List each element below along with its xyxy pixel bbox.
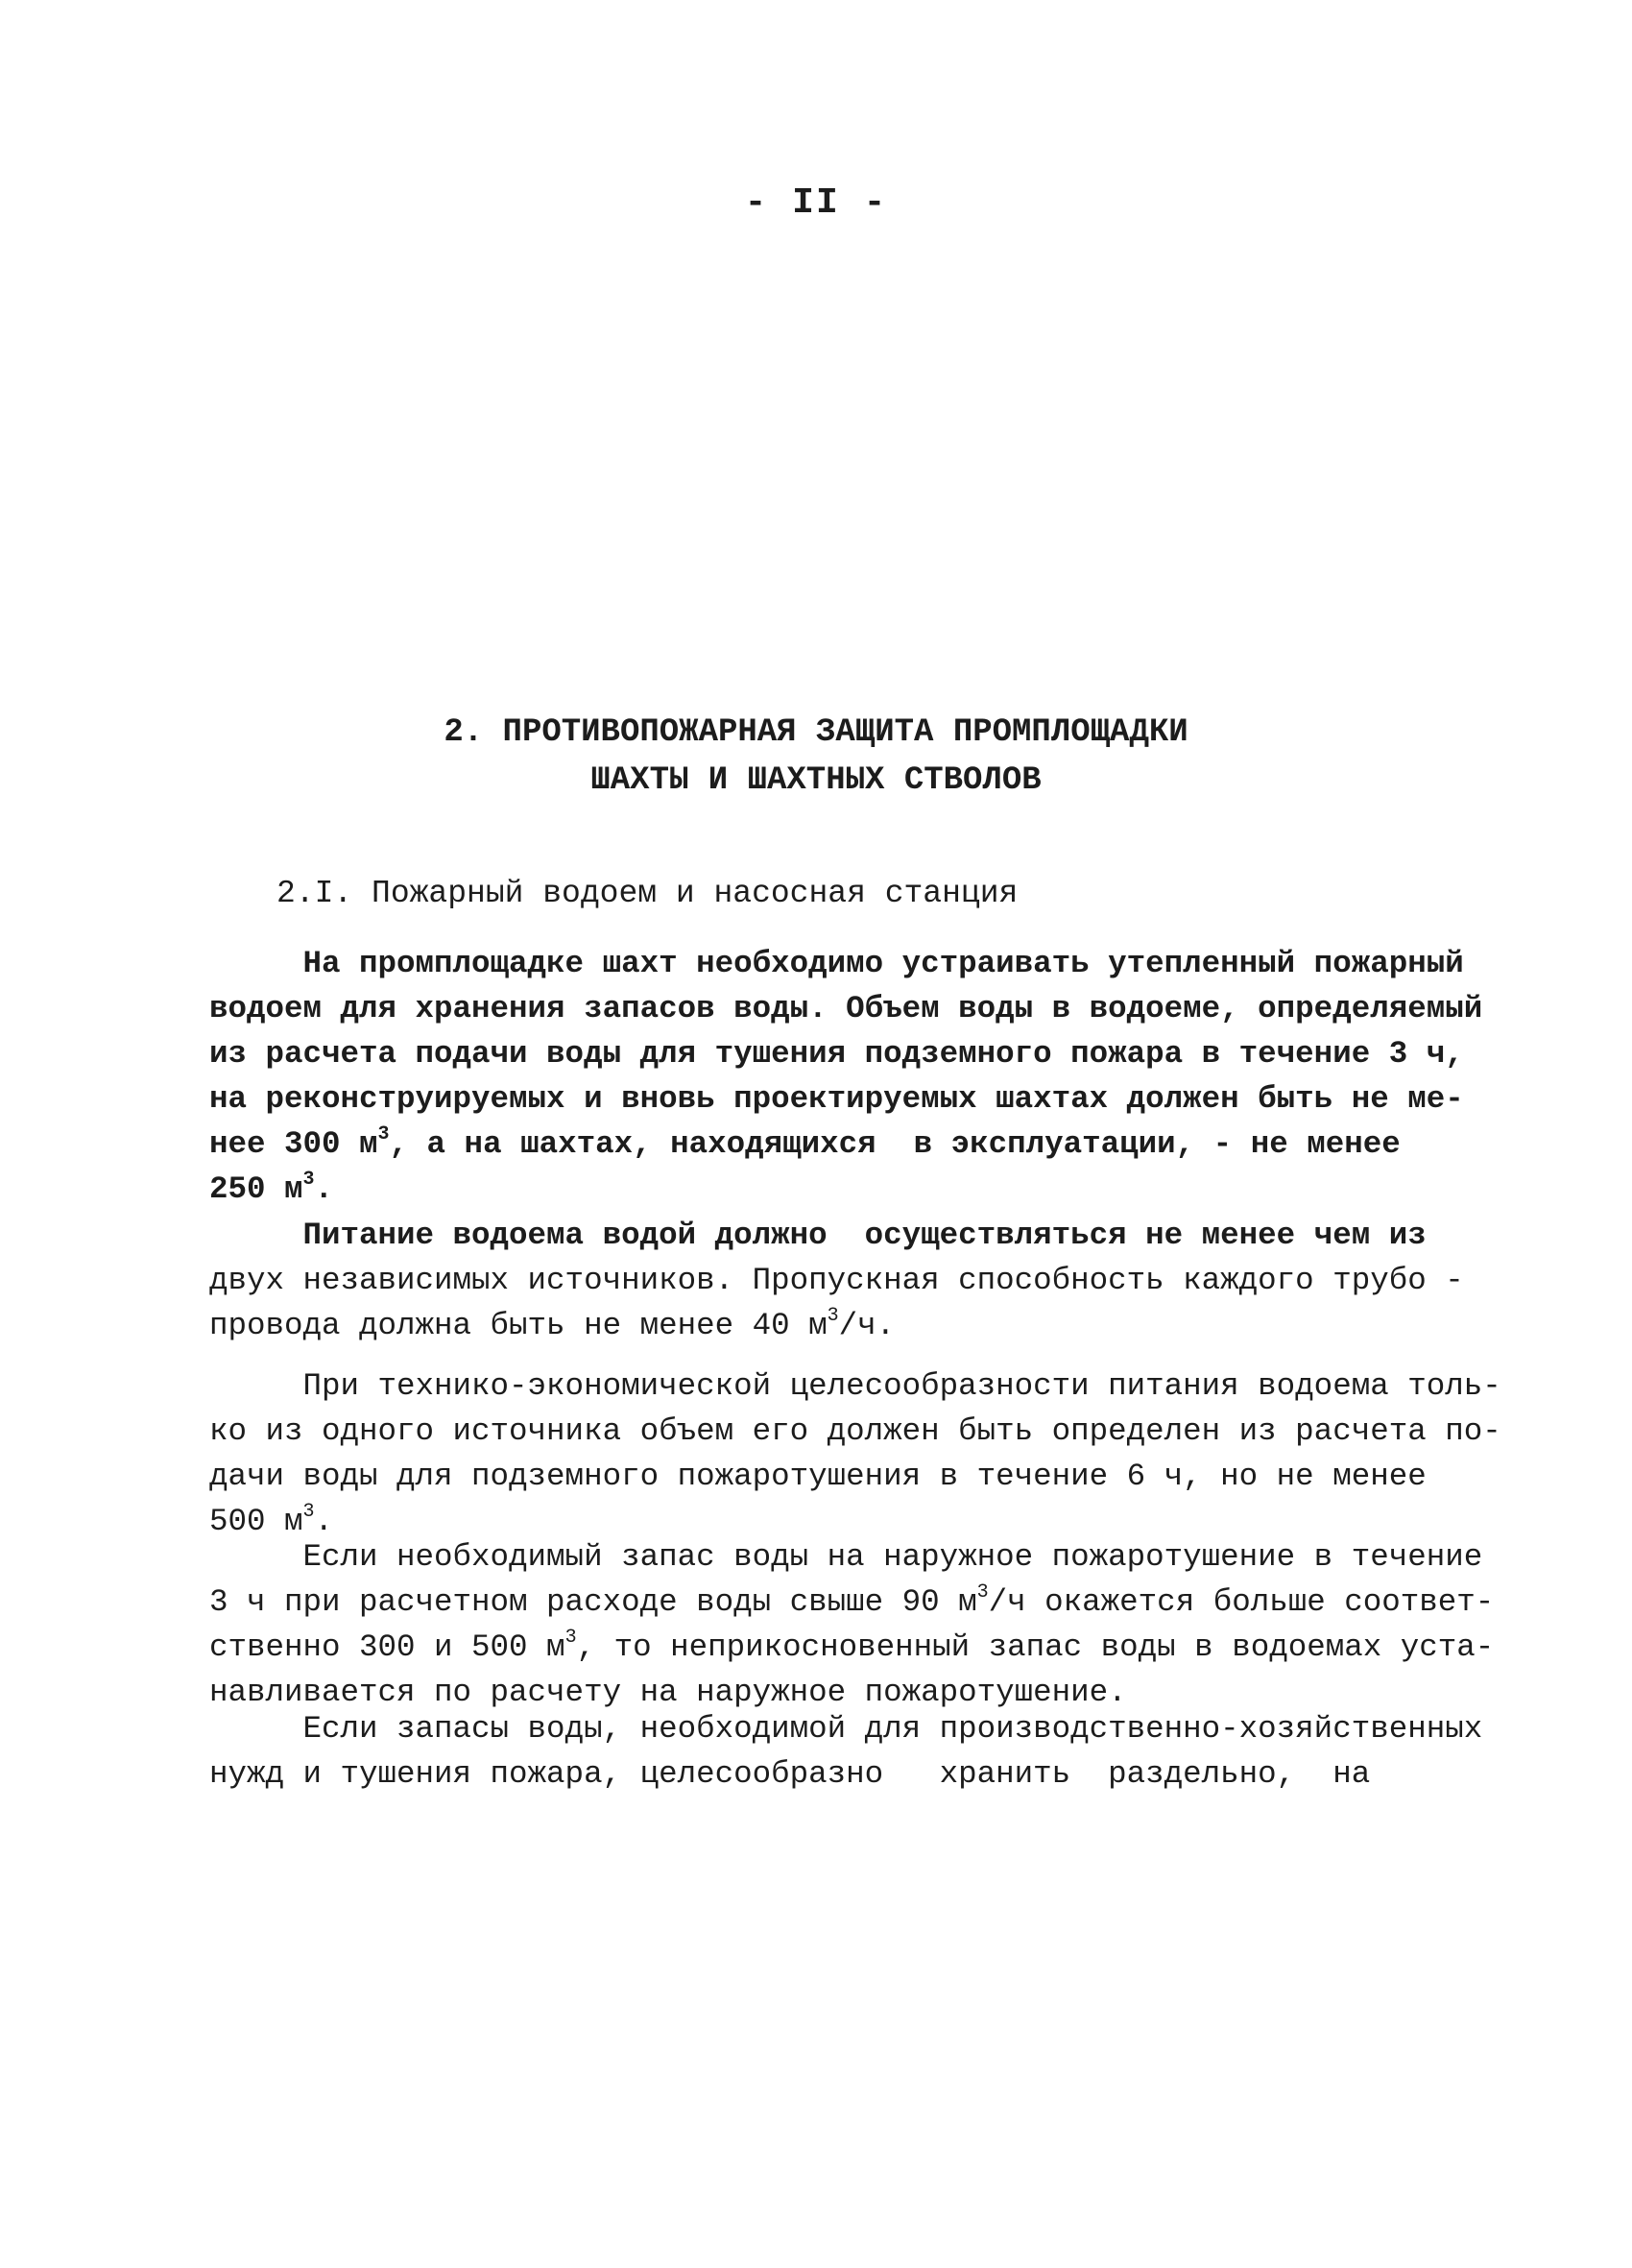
text-line: ко из одного источника объем его должен быть определен из расчета по- [209,1413,1501,1449]
text-line: На промплощадке шахт необходимо устраивать утепленный пожарный [209,946,1464,981]
text-fragment: нее 300 м [209,1126,378,1162]
paragraph-2 [209,1213,1464,1348]
superscript-3: 3 [302,1501,315,1524]
text-line: дачи воды для подземного пожаротушения в течение 6 ч, но не менее [209,1459,1427,1494]
text-fragment: /ч окажется больше соответ- [988,1584,1495,1620]
text-fragment: . [314,1171,334,1207]
text-line: Если необходимый запас воды на наружное пожаротушение в течение [209,1539,1483,1575]
superscript-3: 3 [302,1169,315,1192]
text-fragment: 500 м [209,1504,303,1539]
text-line: При технико-экономической целесообразности питания водоема толь- [209,1368,1501,1404]
section-title [0,709,1632,805]
text-fragment: . [314,1504,334,1539]
text-line: Питание водоема водой должно осуществляться не менее чем из [209,1218,1427,1253]
paragraph-3 [209,1363,1501,1544]
paragraph-1 [209,941,1483,1212]
text-fragment: 3 ч при расчетном расходе воды свыше 90 м [209,1584,977,1620]
text-line [209,1167,1448,1212]
text-line: на реконструируемых и вновь проектируемых шахтах должен быть не ме- [209,1081,1464,1117]
text-line: навливается по расчету на наружное пожаротушение. [209,1675,1127,1710]
text-line [209,1580,1495,1625]
section-title-line-2: ШАХТЫ И ШАХТНЫХ СТВОЛОВ [590,762,1042,799]
superscript-3: 3 [976,1581,989,1604]
text-line: из расчета подачи воды для тушения подземного пожара в течение 3 ч, [209,1036,1464,1072]
text-fragment: /ч. [838,1308,896,1343]
text-line: нужд и тушения пожара, целесообразно хранить раздельно, на [209,1756,1371,1792]
superscript-3: 3 [827,1305,839,1328]
text-line [209,1303,1448,1348]
subsection-title: 2.I. Пожарный водоем и насосная станция [276,876,1019,911]
text-line: Если запасы воды, необходимой для производственно-хозяйственных [209,1711,1483,1747]
text-fragment: , то неприкосновенный запас воды в водоемах уста- [576,1629,1495,1665]
page-number: - II - [744,182,888,224]
text-fragment: ственно 300 и 500 м [209,1629,565,1665]
text-fragment: провода должна быть не менее 40 м [209,1308,828,1343]
text-fragment: , а на шахтах, находящихся в эксплуатации, - не менее [389,1126,1401,1162]
paragraph-4 [209,1534,1495,1715]
text-line [209,1625,1495,1670]
text-line: двух независимых источников. Пропускная способность каждого трубо - [209,1263,1464,1298]
superscript-3: 3 [564,1627,577,1650]
text-line [209,1122,1448,1167]
text-line: водоем для хранения запасов воды. Объем воды в водоеме, определяемый [209,991,1483,1026]
section-title-line-1: 2. ПРОТИВОПОЖАРНАЯ ЗАЩИТА ПРОМПЛОЩАДКИ [444,714,1188,751]
paragraph-5 [209,1706,1483,1797]
text-fragment: 250 м [209,1171,303,1207]
superscript-3: 3 [377,1123,390,1146]
